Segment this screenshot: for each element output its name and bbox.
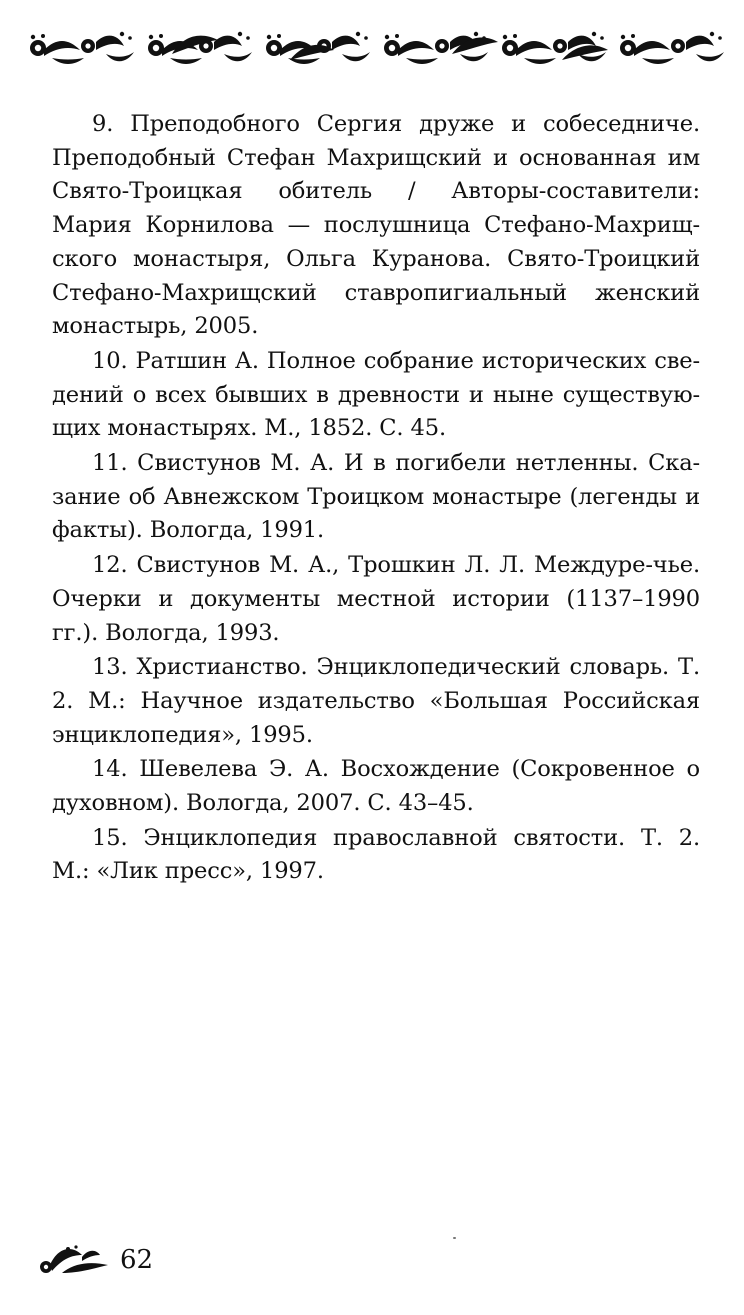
bibliography-list bbox=[52, 108, 700, 890]
page-footer bbox=[38, 1240, 153, 1280]
bibliography-entry-10: 10. Ратшин А. Полное собрание исторических све-дений о всех бывших в древности и ныне существую-щих монастырях. М., 1852. С. 45. bbox=[52, 347, 700, 442]
bibliography-entry-9: 9. Преподобного Сергия друже и собеседниче. Преподобный Стефан Махрищский и основанная им Свято-Троицкая обитель / Авторы-составители: Мария Корнилова — послушница Стефано-Махрищ-ского монастыря, Ольга Куранова. Свято-Троицкий Стефано-Махрищский ставропигиальный женский монастырь, 2005. bbox=[52, 111, 700, 340]
print-speck bbox=[453, 1237, 456, 1239]
floral-border-ornament-icon bbox=[22, 24, 730, 78]
page-number: 62 bbox=[120, 1245, 154, 1275]
bibliography-entry-11: 11. Свистунов М. А. И в погибели нетленны. Ска-зание об Авнежском Троицком монастыре (легенды и факты). Вологда, 1991. bbox=[52, 450, 700, 544]
floral-page-ornament-icon bbox=[38, 1241, 110, 1279]
bibliography-entry-13: 13. Христианство. Энциклопедический словарь. Т. 2. М.: Научное издательство «Большая Российская энциклопедия», 1995. bbox=[52, 654, 700, 748]
bibliography-entry-14: 14. Шевелева Э. А. Восхождение (Сокровенное о духовном). Вологда, 2007. С. 43–45. bbox=[52, 756, 700, 817]
bibliography-entry-12: 12. Свистунов М. А., Трошкин Л. Л. Междуре-чье. Очерки и документы местной истории (1137–1990 гг.). Вологда, 1993. bbox=[52, 552, 700, 646]
bibliography-entry-15: 15. Энциклопедия православной святости. Т. 2. М.: «Лик пресс», 1997. bbox=[52, 824, 700, 885]
